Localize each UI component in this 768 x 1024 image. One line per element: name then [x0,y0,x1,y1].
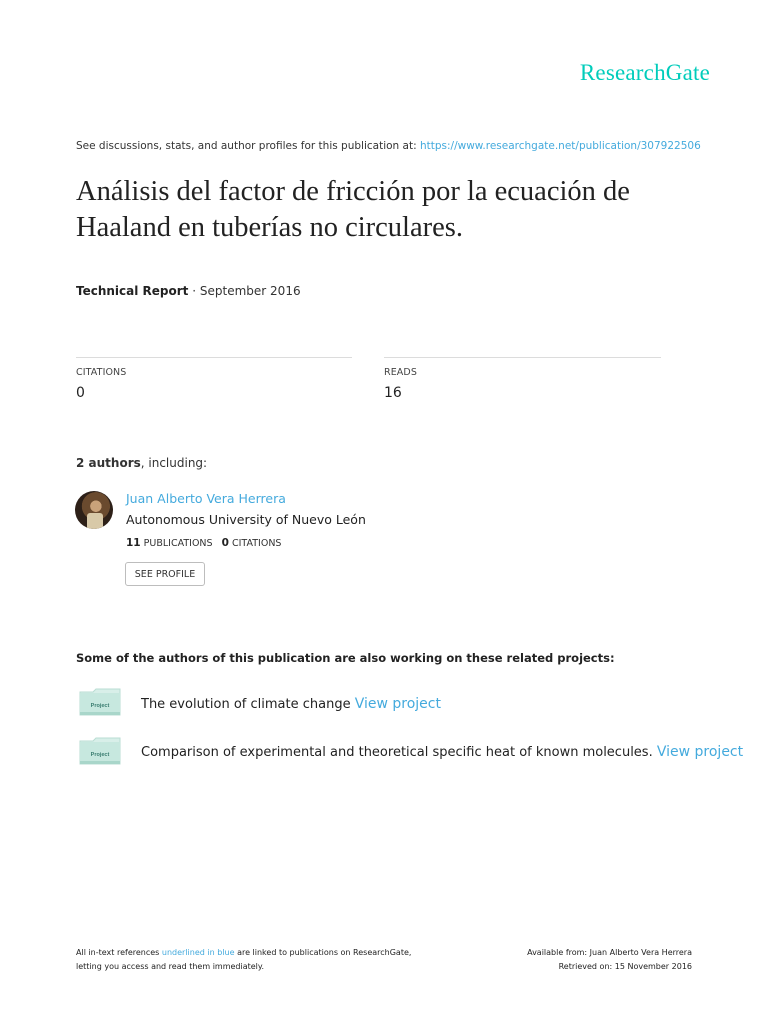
authors-heading [76,456,207,470]
reads-label: READS [384,367,417,378]
title-line-1: Análisis del factor de fricción por la ecuación de [76,176,630,207]
author-publications-label: PUBLICATIONS [143,538,213,549]
footer-available-from: Available from: Juan Alberto Vera Herrera [527,948,692,957]
footer-retrieved-on: Retrieved on: 15 November 2016 [558,962,692,971]
author-avatar[interactable] [75,491,113,529]
footer-availability [527,946,692,974]
publication-title [76,174,716,246]
author-stats [126,537,281,549]
related-projects-heading: Some of the authors of this publication are also working on these related projects: [76,651,615,665]
publication-type: Technical Report [76,284,189,298]
view-project-link-2[interactable]: View project [656,744,744,760]
footer-left-line-2: letting you access and read them immediately. [76,962,265,971]
author-citations-label: CITATIONS [231,538,282,549]
publication-meta [76,284,301,298]
project-title-1: The evolution of climate change [141,697,351,712]
title-line-2: Haaland en tuberías no circulares. [76,212,463,243]
citations-label: CITATIONS [76,367,127,378]
project-folder-icon [79,688,121,716]
publication-url-link[interactable]: https://www.researchgate.net/publication/307922506 [419,140,701,152]
author-publications-count: 11 [126,537,141,549]
footer-underlined-text: underlined in blue [161,948,235,957]
authors-count: 2 authors [76,456,141,470]
footer-left-line-1 [76,946,411,960]
footer-left-prefix: All in-text references [76,948,160,957]
source-intro-text: See discussions, stats, and author profiles for this publication at: [76,140,417,152]
authors-including: , including: [140,456,208,470]
reads-divider [384,357,661,358]
author-name-link[interactable]: Juan Alberto Vera Herrera [126,491,286,506]
researchgate-logo[interactable]: ResearchGate [579,60,710,85]
publication-date: September 2016 [199,284,301,298]
reads-value: 16 [384,385,402,401]
author-affiliation: Autonomous University of Nuevo León [126,512,366,527]
project-row-2 [141,744,743,760]
publication-source-line [76,140,701,152]
project-folder-icon [79,737,121,765]
see-profile-button[interactable]: SEE PROFILE [125,562,205,586]
avatar-figure [87,513,103,529]
project-icon-label: Project [90,703,110,709]
project-title-2: Comparison of experimental and theoretical specific heat of known molecules. [141,745,653,760]
author-citations-count: 0 [221,537,229,549]
project-row-1 [141,696,441,712]
view-project-link-1[interactable]: View project [354,696,441,712]
project-item-1[interactable] [79,688,121,720]
project-icon-label: Project [90,752,110,758]
footer-references-note [76,946,411,974]
citations-value: 0 [76,385,85,401]
citations-divider [76,357,352,358]
footer-left-suffix: are linked to publications on ResearchGate, [237,948,412,957]
meta-separator: · [192,284,197,298]
project-item-2[interactable] [79,737,121,769]
